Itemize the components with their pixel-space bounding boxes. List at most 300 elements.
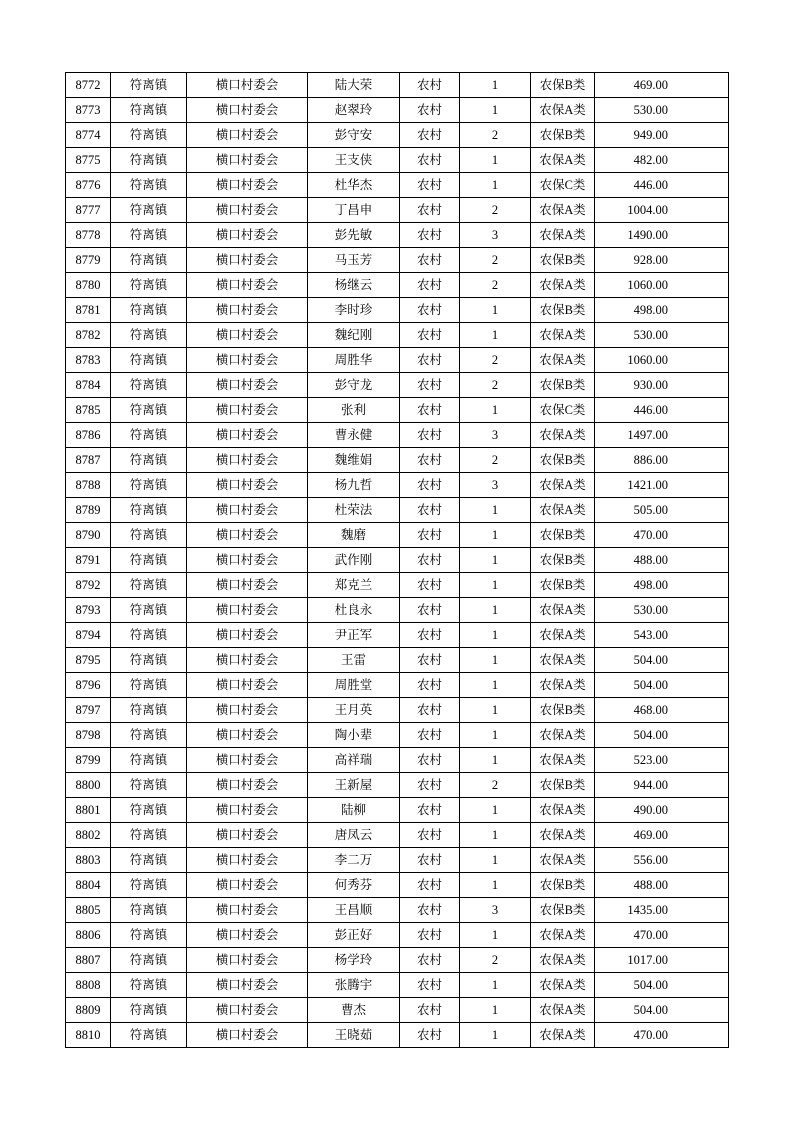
cell-name: 王晓茹 [308, 1023, 400, 1048]
cell-person_count: 1 [460, 523, 531, 548]
cell-residence_type: 农村 [400, 123, 460, 148]
cell-residence_type: 农村 [400, 948, 460, 973]
cell-name: 彭正好 [308, 923, 400, 948]
cell-amount: 488.00 [595, 873, 729, 898]
cell-town: 符离镇 [111, 898, 187, 923]
cell-id: 8799 [66, 748, 111, 773]
cell-amount: 1060.00 [595, 348, 729, 373]
cell-person_count: 2 [460, 198, 531, 223]
cell-id: 8778 [66, 223, 111, 248]
cell-name: 何秀芬 [308, 873, 400, 898]
cell-insurance_category: 农保A类 [531, 348, 595, 373]
cell-name: 杨学玲 [308, 948, 400, 973]
cell-village: 横口村委会 [187, 148, 308, 173]
cell-amount: 498.00 [595, 573, 729, 598]
cell-town: 符离镇 [111, 598, 187, 623]
cell-village: 横口村委会 [187, 548, 308, 573]
cell-name: 彭先敏 [308, 223, 400, 248]
cell-insurance_category: 农保A类 [531, 798, 595, 823]
cell-person_count: 2 [460, 948, 531, 973]
cell-person_count: 2 [460, 248, 531, 273]
cell-insurance_category: 农保B类 [531, 298, 595, 323]
cell-residence_type: 农村 [400, 223, 460, 248]
cell-town: 符离镇 [111, 648, 187, 673]
cell-id: 8810 [66, 1023, 111, 1048]
cell-id: 8790 [66, 523, 111, 548]
cell-village: 横口村委会 [187, 273, 308, 298]
cell-id: 8795 [66, 648, 111, 673]
cell-insurance_category: 农保A类 [531, 848, 595, 873]
cell-insurance_category: 农保A类 [531, 748, 595, 773]
cell-id: 8779 [66, 248, 111, 273]
table-row [66, 973, 729, 998]
cell-name: 魏纪刚 [308, 323, 400, 348]
cell-name: 李二万 [308, 848, 400, 873]
table-row [66, 298, 729, 323]
cell-id: 8793 [66, 598, 111, 623]
cell-amount: 530.00 [595, 323, 729, 348]
cell-person_count: 1 [460, 998, 531, 1023]
cell-name: 王新屋 [308, 773, 400, 798]
cell-amount: 949.00 [595, 123, 729, 148]
cell-residence_type: 农村 [400, 623, 460, 648]
cell-id: 8788 [66, 473, 111, 498]
cell-town: 符离镇 [111, 748, 187, 773]
cell-village: 横口村委会 [187, 223, 308, 248]
cell-residence_type: 农村 [400, 398, 460, 423]
cell-amount: 490.00 [595, 798, 729, 823]
cell-town: 符离镇 [111, 323, 187, 348]
cell-id: 8785 [66, 398, 111, 423]
cell-village: 横口村委会 [187, 798, 308, 823]
cell-village: 横口村委会 [187, 523, 308, 548]
cell-town: 符离镇 [111, 298, 187, 323]
cell-person_count: 1 [460, 598, 531, 623]
cell-village: 横口村委会 [187, 173, 308, 198]
cell-id: 8784 [66, 373, 111, 398]
cell-town: 符离镇 [111, 548, 187, 573]
table-row [66, 848, 729, 873]
cell-name: 杜荣法 [308, 498, 400, 523]
cell-id: 8777 [66, 198, 111, 223]
cell-id: 8780 [66, 273, 111, 298]
cell-insurance_category: 农保B类 [531, 373, 595, 398]
cell-town: 符离镇 [111, 523, 187, 548]
cell-id: 8791 [66, 548, 111, 573]
cell-insurance_category: 农保A类 [531, 673, 595, 698]
cell-amount: 1017.00 [595, 948, 729, 973]
cell-residence_type: 农村 [400, 173, 460, 198]
cell-town: 符离镇 [111, 123, 187, 148]
cell-residence_type: 农村 [400, 923, 460, 948]
cell-village: 横口村委会 [187, 98, 308, 123]
cell-id: 8802 [66, 823, 111, 848]
cell-insurance_category: 农保A类 [531, 648, 595, 673]
cell-id: 8801 [66, 798, 111, 823]
cell-residence_type: 农村 [400, 473, 460, 498]
cell-amount: 556.00 [595, 848, 729, 873]
cell-village: 横口村委会 [187, 848, 308, 873]
table-row [66, 398, 729, 423]
cell-name: 彭守安 [308, 123, 400, 148]
cell-id: 8792 [66, 573, 111, 598]
cell-name: 陆大荣 [308, 73, 400, 98]
cell-village: 横口村委会 [187, 473, 308, 498]
cell-residence_type: 农村 [400, 73, 460, 98]
cell-id: 8807 [66, 948, 111, 973]
cell-residence_type: 农村 [400, 673, 460, 698]
cell-village: 横口村委会 [187, 723, 308, 748]
cell-town: 符离镇 [111, 623, 187, 648]
table-row [66, 798, 729, 823]
table-row [66, 223, 729, 248]
cell-residence_type: 农村 [400, 873, 460, 898]
cell-insurance_category: 农保B类 [531, 73, 595, 98]
cell-id: 8809 [66, 998, 111, 1023]
cell-town: 符离镇 [111, 473, 187, 498]
cell-id: 8804 [66, 873, 111, 898]
cell-amount: 504.00 [595, 723, 729, 748]
cell-amount: 482.00 [595, 148, 729, 173]
cell-residence_type: 农村 [400, 573, 460, 598]
table-row [66, 748, 729, 773]
cell-name: 杨继云 [308, 273, 400, 298]
cell-person_count: 1 [460, 298, 531, 323]
cell-residence_type: 农村 [400, 248, 460, 273]
cell-id: 8808 [66, 973, 111, 998]
cell-person_count: 1 [460, 698, 531, 723]
table-row [66, 98, 729, 123]
cell-name: 杨九哲 [308, 473, 400, 498]
cell-id: 8774 [66, 123, 111, 148]
cell-name: 王雷 [308, 648, 400, 673]
cell-residence_type: 农村 [400, 498, 460, 523]
cell-person_count: 1 [460, 323, 531, 348]
cell-person_count: 3 [460, 223, 531, 248]
cell-name: 马玉芳 [308, 248, 400, 273]
cell-village: 横口村委会 [187, 823, 308, 848]
table-row [66, 173, 729, 198]
cell-village: 横口村委会 [187, 1023, 308, 1048]
cell-town: 符离镇 [111, 273, 187, 298]
table-row [66, 273, 729, 298]
cell-town: 符离镇 [111, 373, 187, 398]
cell-amount: 1497.00 [595, 423, 729, 448]
cell-town: 符离镇 [111, 348, 187, 373]
cell-amount: 1004.00 [595, 198, 729, 223]
table-row [66, 598, 729, 623]
cell-village: 横口村委会 [187, 698, 308, 723]
cell-residence_type: 农村 [400, 448, 460, 473]
cell-insurance_category: 农保A类 [531, 973, 595, 998]
cell-insurance_category: 农保A类 [531, 823, 595, 848]
cell-id: 8806 [66, 923, 111, 948]
cell-insurance_category: 农保C类 [531, 173, 595, 198]
table-row [66, 648, 729, 673]
cell-id: 8805 [66, 898, 111, 923]
cell-insurance_category: 农保A类 [531, 598, 595, 623]
cell-name: 陶小辈 [308, 723, 400, 748]
cell-village: 横口村委会 [187, 973, 308, 998]
table-body [66, 73, 729, 1048]
cell-town: 符离镇 [111, 998, 187, 1023]
cell-amount: 469.00 [595, 73, 729, 98]
cell-person_count: 2 [460, 348, 531, 373]
cell-insurance_category: 农保B类 [531, 548, 595, 573]
cell-residence_type: 农村 [400, 723, 460, 748]
cell-name: 陆柳 [308, 798, 400, 823]
cell-village: 横口村委会 [187, 623, 308, 648]
cell-amount: 488.00 [595, 548, 729, 573]
table-row [66, 73, 729, 98]
cell-village: 横口村委会 [187, 948, 308, 973]
cell-insurance_category: 农保A类 [531, 223, 595, 248]
cell-name: 魏磨 [308, 523, 400, 548]
cell-village: 横口村委会 [187, 673, 308, 698]
cell-residence_type: 农村 [400, 998, 460, 1023]
table-row [66, 123, 729, 148]
cell-residence_type: 农村 [400, 773, 460, 798]
cell-amount: 505.00 [595, 498, 729, 523]
cell-insurance_category: 农保A类 [531, 473, 595, 498]
cell-person_count: 1 [460, 173, 531, 198]
cell-person_count: 1 [460, 623, 531, 648]
cell-person_count: 1 [460, 73, 531, 98]
cell-name: 魏维娟 [308, 448, 400, 473]
cell-name: 唐凤云 [308, 823, 400, 848]
cell-id: 8798 [66, 723, 111, 748]
cell-amount: 468.00 [595, 698, 729, 723]
cell-name: 尹正军 [308, 623, 400, 648]
cell-residence_type: 农村 [400, 548, 460, 573]
cell-name: 王昌顺 [308, 898, 400, 923]
cell-residence_type: 农村 [400, 198, 460, 223]
cell-amount: 928.00 [595, 248, 729, 273]
cell-insurance_category: 农保A类 [531, 1023, 595, 1048]
cell-town: 符离镇 [111, 173, 187, 198]
cell-village: 横口村委会 [187, 748, 308, 773]
cell-person_count: 1 [460, 98, 531, 123]
cell-residence_type: 农村 [400, 598, 460, 623]
cell-name: 高祥瑞 [308, 748, 400, 773]
table-row [66, 773, 729, 798]
cell-residence_type: 农村 [400, 648, 460, 673]
cell-amount: 504.00 [595, 648, 729, 673]
cell-person_count: 1 [460, 573, 531, 598]
cell-residence_type: 农村 [400, 848, 460, 873]
cell-name: 丁昌申 [308, 198, 400, 223]
cell-id: 8797 [66, 698, 111, 723]
cell-amount: 1490.00 [595, 223, 729, 248]
cell-insurance_category: 农保A类 [531, 498, 595, 523]
cell-insurance_category: 农保B类 [531, 123, 595, 148]
cell-insurance_category: 农保A类 [531, 148, 595, 173]
table-row [66, 898, 729, 923]
cell-person_count: 1 [460, 973, 531, 998]
cell-insurance_category: 农保A类 [531, 998, 595, 1023]
cell-residence_type: 农村 [400, 523, 460, 548]
cell-residence_type: 农村 [400, 298, 460, 323]
cell-insurance_category: 农保A类 [531, 273, 595, 298]
cell-residence_type: 农村 [400, 323, 460, 348]
cell-person_count: 1 [460, 748, 531, 773]
cell-town: 符离镇 [111, 723, 187, 748]
cell-name: 周胜堂 [308, 673, 400, 698]
cell-person_count: 3 [460, 898, 531, 923]
cell-person_count: 1 [460, 823, 531, 848]
cell-town: 符离镇 [111, 223, 187, 248]
cell-insurance_category: 农保B类 [531, 248, 595, 273]
cell-village: 横口村委会 [187, 298, 308, 323]
cell-name: 赵翠玲 [308, 98, 400, 123]
cell-amount: 523.00 [595, 748, 729, 773]
cell-amount: 504.00 [595, 673, 729, 698]
cell-name: 王支侠 [308, 148, 400, 173]
cell-person_count: 1 [460, 798, 531, 823]
cell-amount: 1421.00 [595, 473, 729, 498]
cell-person_count: 2 [460, 273, 531, 298]
cell-person_count: 2 [460, 123, 531, 148]
cell-amount: 469.00 [595, 823, 729, 848]
table-row [66, 198, 729, 223]
cell-name: 郑克兰 [308, 573, 400, 598]
cell-town: 符离镇 [111, 673, 187, 698]
cell-person_count: 1 [460, 548, 531, 573]
cell-insurance_category: 农保A类 [531, 923, 595, 948]
cell-name: 曹永健 [308, 423, 400, 448]
table-row [66, 998, 729, 1023]
cell-amount: 543.00 [595, 623, 729, 648]
cell-insurance_category: 农保A类 [531, 323, 595, 348]
cell-id: 8803 [66, 848, 111, 873]
cell-insurance_category: 农保C类 [531, 398, 595, 423]
cell-id: 8781 [66, 298, 111, 323]
benefits-table [65, 72, 729, 1048]
cell-village: 横口村委会 [187, 598, 308, 623]
table-row [66, 423, 729, 448]
cell-amount: 498.00 [595, 298, 729, 323]
cell-id: 8800 [66, 773, 111, 798]
cell-id: 8789 [66, 498, 111, 523]
cell-insurance_category: 农保A类 [531, 948, 595, 973]
cell-id: 8782 [66, 323, 111, 348]
cell-person_count: 1 [460, 498, 531, 523]
cell-residence_type: 农村 [400, 348, 460, 373]
cell-person_count: 1 [460, 1023, 531, 1048]
cell-id: 8772 [66, 73, 111, 98]
cell-name: 张腾宇 [308, 973, 400, 998]
cell-town: 符离镇 [111, 848, 187, 873]
cell-amount: 446.00 [595, 173, 729, 198]
cell-insurance_category: 农保B类 [531, 698, 595, 723]
cell-town: 符离镇 [111, 498, 187, 523]
cell-village: 横口村委会 [187, 448, 308, 473]
cell-id: 8786 [66, 423, 111, 448]
cell-amount: 930.00 [595, 373, 729, 398]
cell-town: 符离镇 [111, 573, 187, 598]
cell-name: 武作刚 [308, 548, 400, 573]
cell-person_count: 2 [460, 773, 531, 798]
cell-village: 横口村委会 [187, 198, 308, 223]
cell-insurance_category: 农保B类 [531, 573, 595, 598]
table-row [66, 373, 729, 398]
cell-town: 符离镇 [111, 973, 187, 998]
cell-insurance_category: 农保B类 [531, 523, 595, 548]
cell-village: 横口村委会 [187, 648, 308, 673]
cell-town: 符离镇 [111, 448, 187, 473]
cell-village: 横口村委会 [187, 373, 308, 398]
cell-id: 8776 [66, 173, 111, 198]
cell-name: 张利 [308, 398, 400, 423]
cell-town: 符离镇 [111, 198, 187, 223]
cell-name: 彭守龙 [308, 373, 400, 398]
table-row [66, 473, 729, 498]
cell-amount: 504.00 [595, 973, 729, 998]
cell-town: 符离镇 [111, 148, 187, 173]
cell-name: 周胜华 [308, 348, 400, 373]
cell-person_count: 2 [460, 448, 531, 473]
cell-town: 符离镇 [111, 423, 187, 448]
cell-amount: 446.00 [595, 398, 729, 423]
table-row [66, 148, 729, 173]
cell-person_count: 1 [460, 648, 531, 673]
cell-town: 符离镇 [111, 98, 187, 123]
cell-name: 杜华杰 [308, 173, 400, 198]
table-row [66, 923, 729, 948]
table-row [66, 498, 729, 523]
cell-village: 横口村委会 [187, 998, 308, 1023]
cell-amount: 886.00 [595, 448, 729, 473]
cell-person_count: 3 [460, 423, 531, 448]
cell-name: 杜良永 [308, 598, 400, 623]
cell-amount: 470.00 [595, 1023, 729, 1048]
cell-village: 横口村委会 [187, 323, 308, 348]
table-row [66, 523, 729, 548]
cell-village: 横口村委会 [187, 898, 308, 923]
cell-person_count: 2 [460, 373, 531, 398]
cell-amount: 1435.00 [595, 898, 729, 923]
cell-residence_type: 农村 [400, 973, 460, 998]
document-page [65, 72, 729, 1048]
table-row [66, 823, 729, 848]
cell-town: 符离镇 [111, 248, 187, 273]
cell-residence_type: 农村 [400, 373, 460, 398]
cell-insurance_category: 农保A类 [531, 623, 595, 648]
cell-person_count: 3 [460, 473, 531, 498]
cell-town: 符离镇 [111, 773, 187, 798]
cell-person_count: 1 [460, 673, 531, 698]
table-row [66, 573, 729, 598]
cell-village: 横口村委会 [187, 773, 308, 798]
cell-person_count: 1 [460, 148, 531, 173]
cell-person_count: 1 [460, 848, 531, 873]
table-row [66, 548, 729, 573]
cell-residence_type: 农村 [400, 798, 460, 823]
table-row [66, 698, 729, 723]
cell-insurance_category: 农保B类 [531, 773, 595, 798]
cell-town: 符离镇 [111, 948, 187, 973]
cell-village: 横口村委会 [187, 248, 308, 273]
cell-town: 符离镇 [111, 73, 187, 98]
cell-person_count: 1 [460, 923, 531, 948]
cell-village: 横口村委会 [187, 73, 308, 98]
cell-amount: 470.00 [595, 523, 729, 548]
table-row [66, 723, 729, 748]
cell-town: 符离镇 [111, 798, 187, 823]
cell-amount: 504.00 [595, 998, 729, 1023]
cell-insurance_category: 农保A类 [531, 723, 595, 748]
cell-town: 符离镇 [111, 823, 187, 848]
